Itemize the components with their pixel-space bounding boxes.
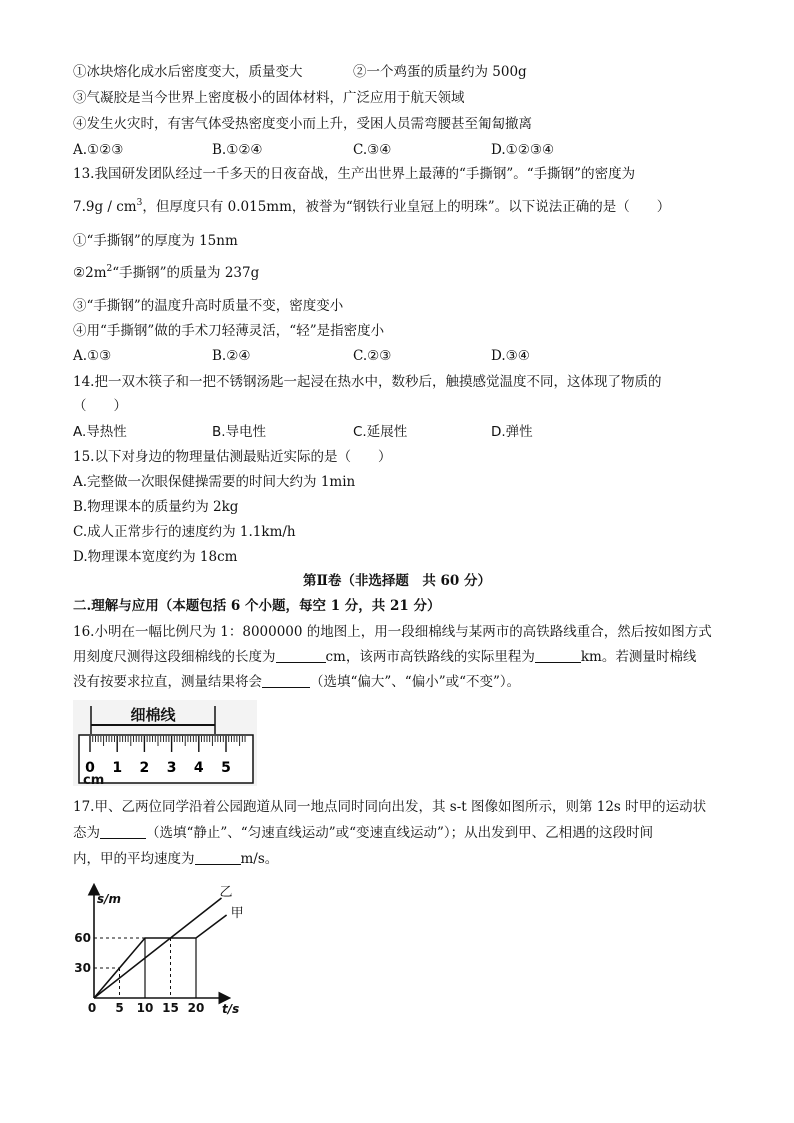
q16-line-3-a: 没有按要求拉直，测量结果将会 <box>73 674 262 690</box>
q16-blank-distance[interactable] <box>535 648 581 663</box>
x-axis-label: t/s <box>222 1002 240 1016</box>
x-tick-label: 0 <box>87 1001 97 1015</box>
q16-line-2-b: cm，该两市高铁路线的实际里程为 <box>325 649 535 665</box>
q16-line-2-c: km。若测量时棉线 <box>580 649 697 665</box>
q16-line-2 <box>73 647 696 667</box>
q17-line-2-a: 态为 <box>73 825 100 841</box>
ruler-figure <box>73 700 257 786</box>
ruler-tick-4: 4 <box>193 760 204 776</box>
q14-option-a[interactable]: A.导热性 <box>73 424 127 440</box>
q14-option-c[interactable]: C.延展性 <box>353 424 408 440</box>
q12-option-c[interactable]: C.③④ <box>353 142 392 158</box>
q13-density: 7.9g / cm <box>73 199 137 215</box>
cotton-thread-label: 细棉线 <box>130 706 176 724</box>
guide-lines <box>94 938 196 998</box>
q17-blank-speed[interactable] <box>195 850 241 865</box>
q17-line-1: 17.甲、乙两位同学沿着公园跑道从同一地点同时同向出发，其 s-t 图像如图所示，则第 12s 时甲的运动状 <box>73 799 707 815</box>
section-title: 第Ⅱ卷（非选择题 共 60 分） <box>302 573 492 589</box>
q16-line-3 <box>73 672 520 692</box>
ruler-tick-0: 0 <box>85 760 95 776</box>
x-tick-label: 5 <box>115 1001 124 1015</box>
q14-option-d[interactable]: D.弹性 <box>491 424 533 440</box>
ruler-tick-2: 2 <box>139 760 150 776</box>
series-line-jia <box>94 915 227 998</box>
q15-stem: 15.以下对身边的物理量估测最贴近实际的是（ ） <box>73 449 392 465</box>
q15-option-b[interactable]: B.物理课本的质量约为 2kg <box>73 499 239 515</box>
q14-stem: 14.把一双木筷子和一把不锈钢汤匙一起浸在热水中，数秒后，触摸感觉温度不同，这体现了物质的 <box>73 374 662 390</box>
q13-statement-3: ③“手撕钢”的温度升高时质量不变，密度变小 <box>73 298 344 314</box>
ruler-tick-5: 5 <box>221 760 231 776</box>
x-tick-label: 20 <box>187 1001 205 1015</box>
part-2-heading: 二.理解与应用（本题包括 6 个小题，每空 1 分，共 21 分） <box>73 598 441 614</box>
q13-option-c[interactable]: C.②③ <box>353 348 392 364</box>
q12-statement-3: ③气凝胶是当今世界上密度极小的固体材料，广泛应用于航天领域 <box>73 90 465 106</box>
q12-statement-2: ②一个鸡蛋的质量约为 500g <box>353 64 527 80</box>
q13-statement-2-exponent: 2 <box>106 264 113 274</box>
q12-option-d[interactable]: D.①②③④ <box>491 142 555 158</box>
x-tick-label: 15 <box>162 1001 179 1015</box>
q13-statement-4: ④用“手撕钢”做的手术刀轻薄灵活，“轻”是指密度小 <box>73 323 385 339</box>
q13-option-d[interactable]: D.③④ <box>491 348 530 364</box>
q13-statement-2-b: “手撕钢”的质量为 237g <box>112 265 260 281</box>
q14-option-b[interactable]: B.导电性 <box>212 424 267 440</box>
q17-line-2-b: （选填“静止”、“匀速直线运动”或“变速直线运动”）；从出发到甲、乙相遇的这段时间 <box>146 825 654 841</box>
q17-line-3-a: 内，甲的平均速度为 <box>73 851 195 867</box>
y-tick-label: 30 <box>74 961 91 975</box>
ruler-tick-1: 1 <box>112 760 123 776</box>
q12-statement-4: ④发生火灾时，有害气体受热密度变小而上升，受困人员需弯腰甚至匍匐撤离 <box>73 116 532 132</box>
q13-density-exponent: 3 <box>136 198 143 208</box>
q17-line-2 <box>73 823 653 843</box>
q13-option-a[interactable]: A.①③ <box>73 348 112 364</box>
q13-option-b[interactable]: B.②④ <box>212 348 251 364</box>
series-line-yi <box>94 898 222 998</box>
y-axis-label: s/m <box>97 892 122 906</box>
series-label-jia: 甲 <box>230 906 244 921</box>
q17-line-3 <box>73 849 278 869</box>
q16-line-2-a: 用刻度尺测得这段细棉线的长度为 <box>73 649 276 665</box>
q13-statement-1: ①“手撕钢”的厚度为 15nm <box>73 233 238 249</box>
q15-option-d[interactable]: D.物理课本宽度约为 18cm <box>73 549 238 565</box>
q13-stem-2: ，但厚度只有 0.015mm，被誉为“钢铁行业皇冠上的明珠”。以下说法正确的是（ ） <box>142 199 671 215</box>
series-label-yi: 乙 <box>219 885 233 900</box>
q13-statement-2 <box>73 263 259 283</box>
q17-blank-state[interactable] <box>100 824 146 839</box>
q13-statement-2-a: ②2m <box>73 265 107 281</box>
st-graph <box>74 874 258 1016</box>
q16-blank-length[interactable] <box>276 648 326 663</box>
q13-stem: 13.我国研发团队经过一千多天的日夜奋战，生产出世界上最薄的“手撕钢”。“手撕钢”的密度为 <box>73 166 636 182</box>
q14-answer-paren: （ ） <box>73 398 127 414</box>
q12-option-a[interactable]: A.①②③ <box>73 142 124 158</box>
q15-option-a[interactable]: A.完整做一次眼保健操需要的时间大约为 1min <box>73 474 356 490</box>
y-tick-label: 60 <box>74 931 91 945</box>
ruler-tick-3: 3 <box>166 760 177 776</box>
q13-stem-continued <box>73 197 670 217</box>
q16-line-3-b: （选填“偏大”、“偏小”或“不变”）。 <box>310 674 521 690</box>
ruler-unit: cm <box>83 773 105 788</box>
q17-line-3-b: m/s。 <box>240 851 279 867</box>
x-tick-label: 10 <box>136 1001 154 1015</box>
q12-statement-1: ①冰块熔化成水后密度变大，质量变大 <box>73 64 303 80</box>
q16-blank-result[interactable] <box>262 673 310 688</box>
q15-option-c[interactable]: C.成人正常步行的速度约为 1.1km/h <box>73 524 296 540</box>
q16-line-1: 16.小明在一幅比例尺为 1：8000000 的地图上，用一段细棉线与某两市的高铁路线重合，然后按如图方式 <box>73 624 712 640</box>
q12-option-b[interactable]: B.①②④ <box>212 142 263 158</box>
